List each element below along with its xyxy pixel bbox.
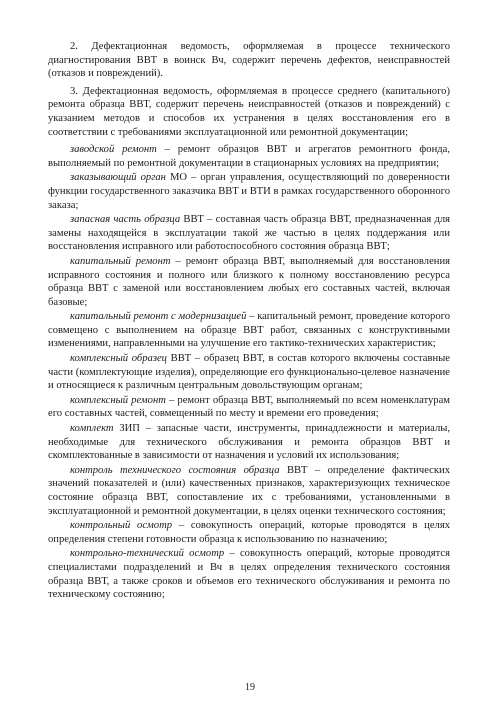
definition-text: – ремонт образца ВВТ, выполняемый по всем номенклатурам его составных частей, совмещенный по месту и времени его проведения; <box>48 394 450 420</box>
definition-text: МО – орган управления, осуществляющий по доверенности функции государственного заказчика ВВТ и ВТИ в рамках государственного оборонного заказа; <box>48 172 450 211</box>
definition-zavodskoy-remont <box>48 143 450 170</box>
paragraph-item-3: 3. Дефектационная ведомость, оформляемая в процессе среднего (капитального) ремонта образца ВВТ, содержит перечень неисправностей (отказов и повреждений) с указанием методов и способов их устранения в целях восстановления его в соответствии с требованиями эксплуатационной или ремонтной документации; <box>48 85 450 138</box>
definition-term: контроль технического состояния образца <box>70 464 280 476</box>
definition-kontrol-tekhsostoyaniya <box>48 464 450 518</box>
definition-kompleksnyy-remont <box>48 394 450 421</box>
definition-term: капитальный ремонт <box>70 255 171 267</box>
definition-term: комплексный образец <box>70 353 167 365</box>
definition-term: комплект <box>70 423 114 435</box>
definition-text: – совокупность операций, которые проводятся в целях определения степени готовности образца к использованию по назначению; <box>48 520 450 545</box>
definition-komplekt-zip <box>48 422 450 463</box>
definition-term: контрольно-технический осмотр <box>70 548 225 560</box>
definition-term: контрольный осмотр <box>70 520 173 532</box>
definition-kompleksnyy-obrazets <box>48 352 450 393</box>
definition-term: запасная часть образца <box>70 214 181 226</box>
definition-text: ВВТ – определение фактических значений показателей и (или) качественных признаков, характеризующих техническое состояние образца ВВТ, сопоставление их с требованиями, установленными в эксплуатационной и ремонтной документации, в целях оценки технического состояния; <box>48 464 450 517</box>
definition-zakazyvayushchiy-organ <box>48 171 450 212</box>
definition-text: – капитальный ремонт, проведение которого совмещено с выполнением на образце ВВТ работ, связанных с конструктивными изменениями, направленными на улучшение его тактико-технических характеристик; <box>48 311 450 350</box>
definition-term: заводской ремонт <box>70 144 157 156</box>
definition-text: ЗИП – запасные части, инструменты, принадлежности и материалы, необходимые для технического обслуживания и ремонта образцов ВВТ и скомплектованные в зависимости от назначения и условий их использования; <box>48 423 450 462</box>
definition-term: комплексный ремонт <box>70 394 166 406</box>
paragraph-item-2: 2. Дефектационная ведомость, оформляемая в процессе технического диагностирования ВВТ в воинск Вч, содержит перечень дефектов, неисправностей (отказов и повреждений). <box>48 41 450 80</box>
definition-kontrolno-tekhnicheskiy-osmotr <box>48 547 450 601</box>
definition-term: капитальный ремонт с модернизацией <box>70 311 247 323</box>
definition-text: ВВТ – образец ВВТ, в состав которого включены составные части (комплектующие изделия), определяющие его функционально-целевое назначение и относящиеся к различным центральным довольствующим органам; <box>48 353 450 392</box>
definition-kapitalnyy-remont-modernizatsiya <box>48 310 450 351</box>
definition-text: – ремонт образцов ВВТ и агрегатов ремонтного фонда, выполняемый по ремонтной документации в стационарных условиях на предприятии; <box>48 144 450 169</box>
definition-kontrolnyy-osmotr <box>48 519 450 546</box>
definition-text: – ремонт образца ВВТ, выполняемый для восстановления исправного состояния и полного или близкого к полному восстановлению ресурса образца ВВТ с заменой или восстановлением любых его составных частей, включая базовые; <box>48 255 450 308</box>
definition-zapasnaya-chast <box>48 213 450 254</box>
definition-term: заказывающий орган <box>70 172 166 184</box>
body-text <box>48 40 450 602</box>
definition-text: ВВТ – составная часть образца ВВТ, предназначенная для замены находящейся в эксплуатации такой же частью в целях поддержания или восстановления исправного или работоспособного состояния образца ВВТ; <box>48 214 450 253</box>
definition-kapitalnyy-remont <box>48 255 450 309</box>
page-number: 19 <box>245 682 255 693</box>
definition-text: – совокупность операций, которые проводятся специалистами подразделений и Вч в целях определения технического состояния образца ВВТ, а также сроков и объемов его технического обслуживания и ремонта по техническому состоянию; <box>48 548 450 601</box>
